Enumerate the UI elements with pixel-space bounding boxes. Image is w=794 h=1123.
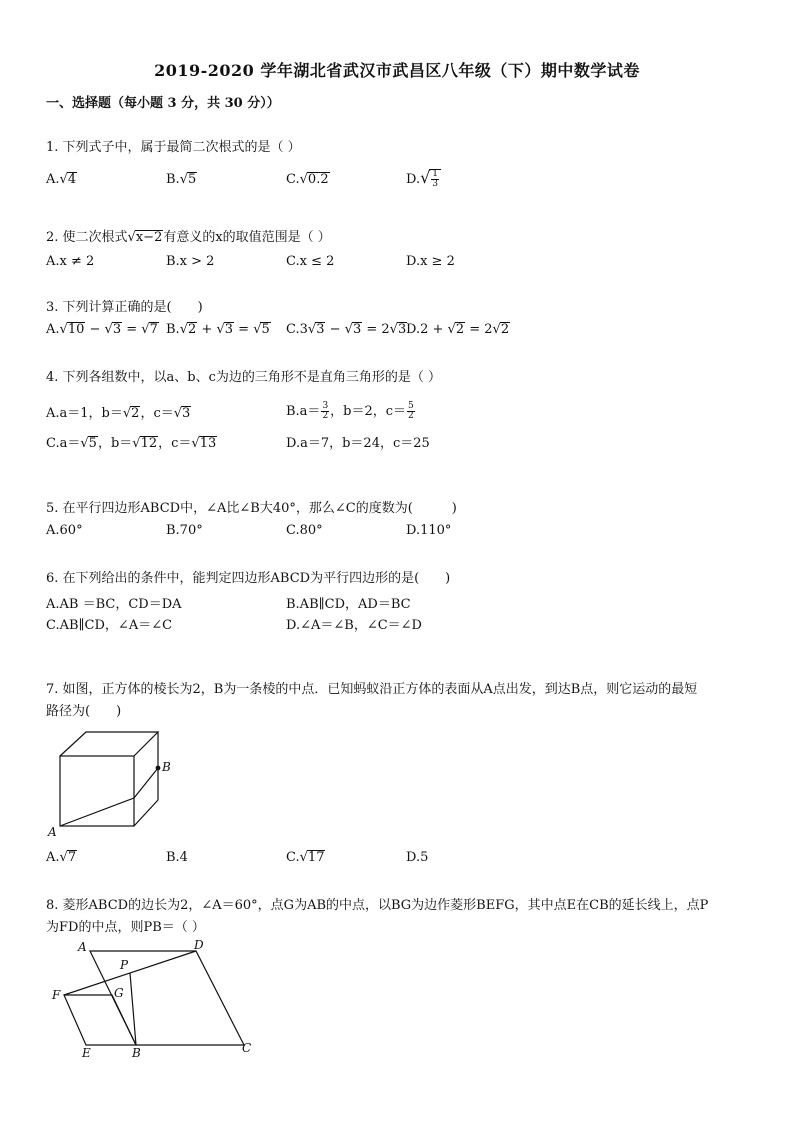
q7-option-d: D.5 bbox=[406, 850, 429, 865]
label-a: A bbox=[78, 940, 87, 954]
cube-top-face bbox=[60, 732, 158, 756]
q4-option-d: D.a＝7，b＝24，c＝25 bbox=[286, 436, 430, 451]
label-b: B bbox=[132, 1046, 141, 1060]
q3-option-c: C.3√3 − √3 = 2√3 bbox=[286, 322, 407, 337]
q4-option-c: C.a＝√5，b＝√12，c＝√13 bbox=[46, 436, 217, 451]
q3-option-a: A.√10 − √3 = √7 bbox=[46, 322, 158, 337]
label-a: A bbox=[48, 825, 57, 838]
q3-option-d: D.2 + √2 = 2√2 bbox=[406, 322, 510, 337]
q2-option-a: A.x ≠ 2 bbox=[46, 254, 95, 269]
point-b-marker bbox=[156, 766, 161, 771]
q5-option-d: D.110° bbox=[406, 523, 452, 538]
q6-option-a: A.AB ＝BC，CD＝DA bbox=[46, 597, 182, 612]
cube-figure bbox=[44, 728, 176, 838]
q3-option-b: B.√2 + √3 = √5 bbox=[166, 322, 270, 337]
q5-option-b: B.70° bbox=[166, 523, 203, 538]
question-1-stem: 1. 下列式子中，属于最简二次根式的是（ ） bbox=[46, 140, 301, 155]
q6-option-d: D.∠A＝∠B，∠C＝∠D bbox=[286, 618, 422, 633]
question-8-stem-line1: 8. 菱形ABCD的边长为2，∠A＝60°，点G为AB的中点，以BG为边作菱形BEFG，其中点E在CB的延长线上，点P bbox=[46, 898, 709, 913]
q1-option-c: C.√0.2 bbox=[286, 172, 329, 187]
question-2-stem: 2. 使二次根式√x−2有意义的x的取值范围是（ ） bbox=[46, 230, 331, 245]
q1-option-b: B.√5 bbox=[166, 172, 197, 187]
q2-option-c: C.x ≤ 2 bbox=[286, 254, 335, 269]
question-7-stem-line1: 7. 如图，正方体的棱长为2，B为一条棱的中点．已知蚂蚁沿正方体的表面从A点出发，到达B点，则它运动的最短 bbox=[46, 682, 698, 697]
label-g: G bbox=[114, 986, 124, 1000]
q6-option-c: C.AB∥CD，∠A＝∠C bbox=[46, 618, 173, 633]
q1-option-d: D.√ $\frac{1}{3}$ bbox=[406, 168, 441, 189]
q5-option-a: A.60° bbox=[46, 523, 83, 538]
page-title: 2019-2020 学年湖北省武汉市武昌区八年级（下）期中数学试卷 bbox=[154, 61, 640, 80]
question-4-stem: 4. 下列各组数中，以a、b、c为边的三角形不是直角三角形的是（ ） bbox=[46, 370, 442, 385]
label-e: E bbox=[82, 1046, 91, 1060]
label-f: F bbox=[52, 988, 61, 1002]
q5-option-c: C.80° bbox=[286, 523, 323, 538]
rhombus-figure bbox=[44, 935, 264, 1060]
q6-option-b: B.AB∥CD，AD＝BC bbox=[286, 597, 411, 612]
q4-option-b: B.a＝ $\frac{3}{2}$ ，b＝2，c＝ $\frac{5}{2}$ bbox=[286, 401, 414, 421]
q7-option-a: A.√7 bbox=[46, 850, 77, 865]
label-d: D bbox=[194, 938, 204, 952]
cube-bottom-right-edge bbox=[134, 800, 158, 826]
question-5-stem: 5. 在平行四边形ABCD中，∠A比∠B大40°，那么∠C的度数为( ) bbox=[46, 501, 457, 516]
question-7-stem-line2: 路径为( ) bbox=[46, 704, 122, 719]
label-c: C bbox=[242, 1041, 252, 1055]
q2-option-d: D.x ≥ 2 bbox=[406, 254, 455, 269]
label-b: B bbox=[162, 760, 171, 774]
ant-path bbox=[60, 768, 158, 826]
section-heading: 一、选择题（每小题 3 分，共 30 分）） bbox=[46, 96, 280, 111]
question-3-stem: 3. 下列计算正确的是( ) bbox=[46, 300, 203, 315]
question-6-stem: 6. 在下列给出的条件中，能判定四边形ABCD为平行四边形的是( ) bbox=[46, 571, 451, 586]
q2-option-b: B.x > 2 bbox=[166, 254, 215, 269]
rhombus-befg bbox=[64, 995, 136, 1045]
cube-front-face bbox=[60, 756, 134, 826]
question-8-stem-line2: 为FD的中点，则PB＝（ ） bbox=[46, 920, 205, 935]
q1-option-a: A.√4 bbox=[46, 172, 77, 187]
q7-option-c: C.√17 bbox=[286, 850, 325, 865]
q7-option-b: B.4 bbox=[166, 850, 188, 865]
label-p: P bbox=[120, 958, 129, 972]
q4-option-a: A.a＝1，b＝√2，c＝√3 bbox=[46, 406, 191, 421]
